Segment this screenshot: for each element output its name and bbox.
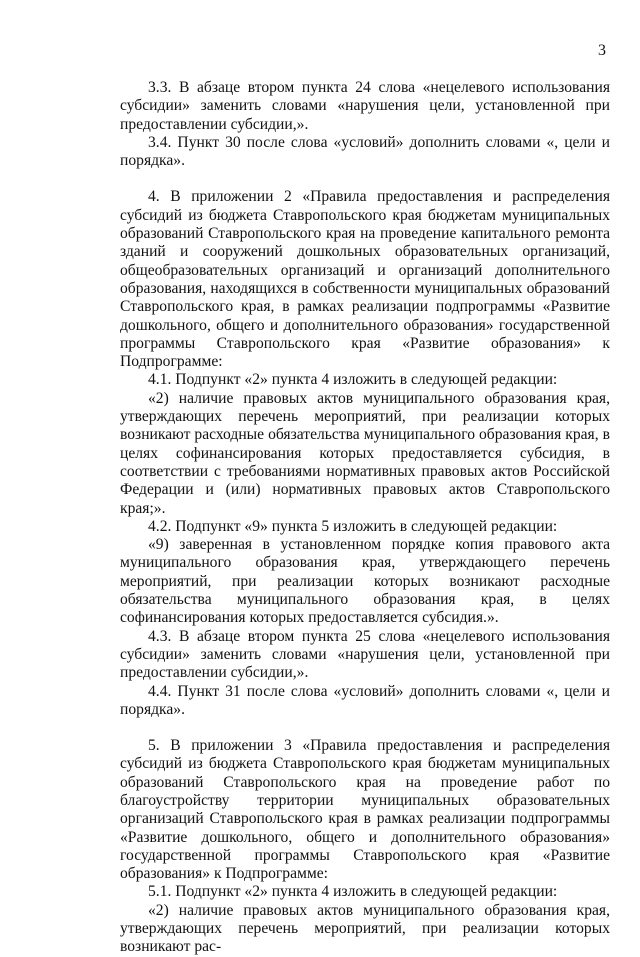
paragraph: 4.3. В абзаце втором пункта 25 слова «нецелевого использования субсидии» заменить словами «нарушения цели, установленной при предоставлении субсидии,». [120, 627, 610, 682]
paragraph: 5.1. Подпункт «2» пункта 4 изложить в следующей редакции: [148, 883, 558, 901]
page-number: 3 [598, 42, 606, 59]
paragraph: «2) наличие правовых актов муниципального образования края, утверждающих перечень мероприятий, при реализации которых возникают рас- [120, 901, 610, 956]
paragraph: 4.2. Подпункт «9» пункта 5 изложить в следующей редакции: [148, 517, 558, 535]
paragraph: 5. В приложении 3 «Правила предоставления и распределения субсидий из бюджета Ставропольского края бюджетам муниципальных образований Ставропольского края на проведение работ по благоустройству территории муниципальных образовательных организаций Ставропольского края в рамках реализации подпрограммы «Развитие дошкольного, общего и дополнительного образования» государственной программы Ставропольского края «Развитие образования» к Подпрограмме: [120, 737, 610, 883]
paragraph: «9) заверенная в установленном порядке копия правового акта муниципального образования края, утверждающего перечень мероприятий, при реализации которых возникают расходные обязательства муниципального образования края, в целях софинансирования которых предоставляется субсидия.». [120, 536, 610, 627]
document-body [120, 79, 610, 957]
paragraph: 4. В приложении 2 «Правила предоставления и распределения субсидий из бюджета Ставропольского края бюджетам муниципальных образований Ставропольского края на проведение капитального ремонта зданий и сооружений дошкольных образовательных организаций, общеобразовательных организаций и организаций дополнительного образования, находящихся в собственности муниципальных образований Ставропольского края, в рамках реализации подпрограммы «Развитие дошкольного, общего и дополнительного образования» государственной программы Ставропольского края «Развитие образования» к Подпрограмме: [120, 188, 610, 371]
paragraph: 3.3. В абзаце втором пункта 24 слова «нецелевого использования субсидии» заменить словами «нарушения цели, установленной при предоставлении субсидии,». [120, 79, 610, 133]
paragraph: 3.4. Пункт 30 после слова «условий» дополнить словами «, цели и порядка». [120, 133, 610, 170]
paragraph: 4.1. Подпункт «2» пункта 4 изложить в следующей редакции: [148, 371, 558, 389]
paragraph: «2) наличие правовых актов муниципального образования края, утверждающих перечень мероприятий, при реализации которых возникают расходные обязательства муниципального образования края, в целях софинансирования которых предоставляется субсидия, в соответствии с требованиями нормативных правовых актов Российской Федерации и (или) нормативных правовых актов Ставропольского края;». [120, 389, 610, 517]
paragraph: 4.4. Пункт 31 после слова «условий» дополнить словами «, цели и порядка». [120, 682, 610, 718]
